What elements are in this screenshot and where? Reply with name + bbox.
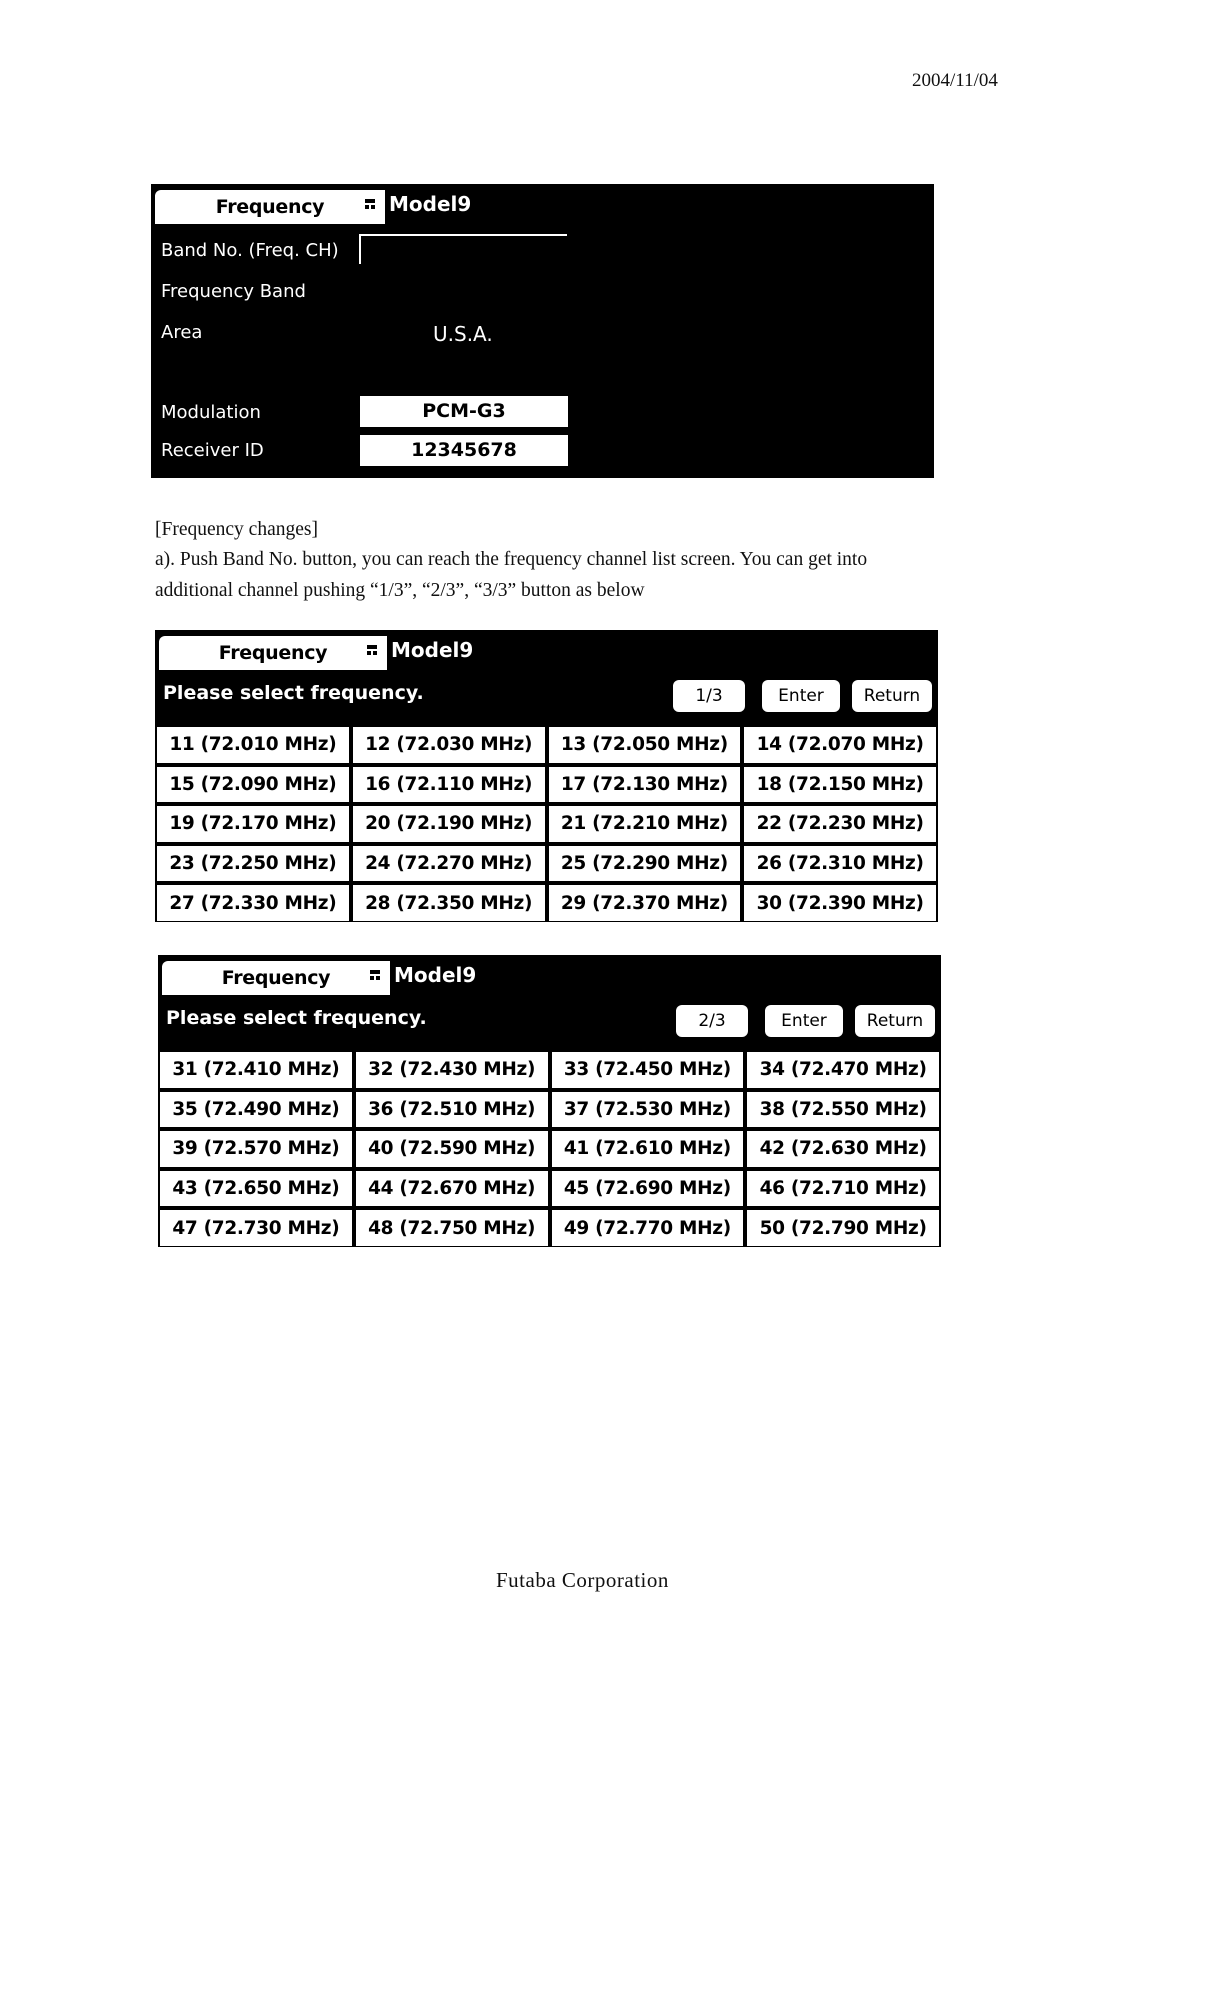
channel-button[interactable]: 20 (72.190 MHz) [353, 806, 545, 842]
channel-button[interactable]: 23 (72.250 MHz) [157, 846, 349, 882]
tab-frequency[interactable]: Frequency [155, 190, 385, 224]
channel-button[interactable]: 27 (72.330 MHz) [157, 885, 349, 921]
channel-button[interactable]: 46 (72.710 MHz) [747, 1171, 939, 1207]
model-indicator [359, 192, 471, 216]
channel-button[interactable]: 11 (72.010 MHz) [157, 727, 349, 763]
instruction-line-2: additional channel pushing “1/3”, “2/3”, “3/3” button as below [155, 580, 645, 601]
channel-button[interactable]: 36 (72.510 MHz) [356, 1092, 548, 1128]
channel-button[interactable]: 42 (72.630 MHz) [747, 1131, 939, 1167]
channel-button[interactable]: 45 (72.690 MHz) [552, 1171, 744, 1207]
frequency-settings-screen [151, 184, 934, 478]
channel-button[interactable]: 49 (72.770 MHz) [552, 1210, 744, 1246]
band-no-button[interactable] [359, 234, 567, 264]
channel-button[interactable]: 24 (72.270 MHz) [353, 846, 545, 882]
model-icon [361, 639, 383, 661]
frequency-band-label: Frequency Band [161, 281, 306, 302]
section-heading: [Frequency changes] [155, 519, 318, 540]
channel-button[interactable]: 22 (72.230 MHz) [744, 806, 936, 842]
select-prompt: Please select frequency. [166, 1007, 427, 1029]
band-no-label: Band No. (Freq. CH) [161, 240, 339, 261]
area-value: U.S.A. [433, 322, 493, 346]
channel-button[interactable]: 35 (72.490 MHz) [160, 1092, 352, 1128]
model-indicator [361, 638, 473, 662]
return-button[interactable]: Return [855, 1005, 935, 1037]
channel-grid [160, 1052, 939, 1246]
document-date: 2004/11/04 [912, 70, 998, 91]
page-button[interactable]: 2/3 [676, 1005, 748, 1037]
model-icon [359, 193, 381, 215]
model-name: Model9 [389, 192, 472, 216]
channel-button[interactable]: 50 (72.790 MHz) [747, 1210, 939, 1246]
channel-button[interactable]: 34 (72.470 MHz) [747, 1052, 939, 1088]
enter-button[interactable]: Enter [765, 1005, 843, 1037]
receiver-id-button[interactable]: 12345678 [360, 435, 568, 466]
tab-frequency[interactable]: Frequency [162, 961, 390, 995]
select-prompt: Please select frequency. [163, 682, 424, 704]
channel-button[interactable]: 26 (72.310 MHz) [744, 846, 936, 882]
channel-button[interactable]: 37 (72.530 MHz) [552, 1092, 744, 1128]
channel-button[interactable]: 39 (72.570 MHz) [160, 1131, 352, 1167]
frequency-select-screen-page-1 [155, 630, 938, 922]
channel-button[interactable]: 29 (72.370 MHz) [549, 885, 741, 921]
channel-button[interactable]: 21 (72.210 MHz) [549, 806, 741, 842]
channel-button[interactable]: 43 (72.650 MHz) [160, 1171, 352, 1207]
channel-button[interactable]: 33 (72.450 MHz) [552, 1052, 744, 1088]
channel-button[interactable]: 18 (72.150 MHz) [744, 767, 936, 803]
enter-button[interactable]: Enter [762, 680, 840, 712]
channel-button[interactable]: 38 (72.550 MHz) [747, 1092, 939, 1128]
modulation-label: Modulation [161, 402, 261, 423]
channel-button[interactable]: 15 (72.090 MHz) [157, 767, 349, 803]
channel-button[interactable]: 16 (72.110 MHz) [353, 767, 545, 803]
channel-grid [157, 727, 936, 921]
model-name: Model9 [394, 963, 477, 987]
tab-frequency[interactable]: Frequency [159, 636, 387, 670]
model-indicator [364, 963, 476, 987]
channel-button[interactable]: 19 (72.170 MHz) [157, 806, 349, 842]
channel-button[interactable]: 28 (72.350 MHz) [353, 885, 545, 921]
channel-button[interactable]: 31 (72.410 MHz) [160, 1052, 352, 1088]
channel-button[interactable]: 40 (72.590 MHz) [356, 1131, 548, 1167]
model-icon [364, 964, 386, 986]
page-button[interactable]: 1/3 [673, 680, 745, 712]
area-label: Area [161, 322, 203, 343]
channel-button[interactable]: 41 (72.610 MHz) [552, 1131, 744, 1167]
channel-button[interactable]: 14 (72.070 MHz) [744, 727, 936, 763]
channel-button[interactable]: 25 (72.290 MHz) [549, 846, 741, 882]
channel-button[interactable]: 32 (72.430 MHz) [356, 1052, 548, 1088]
modulation-button[interactable]: PCM-G3 [360, 396, 568, 427]
channel-button[interactable]: 47 (72.730 MHz) [160, 1210, 352, 1246]
return-button[interactable]: Return [852, 680, 932, 712]
footer-company: Futaba Corporation [496, 1568, 669, 1592]
instruction-line-1: a). Push Band No. button, you can reach the frequency channel list screen. You can get into [155, 549, 868, 570]
channel-button[interactable]: 44 (72.670 MHz) [356, 1171, 548, 1207]
channel-button[interactable]: 30 (72.390 MHz) [744, 885, 936, 921]
channel-button[interactable]: 48 (72.750 MHz) [356, 1210, 548, 1246]
channel-button[interactable]: 13 (72.050 MHz) [549, 727, 741, 763]
channel-button[interactable]: 12 (72.030 MHz) [353, 727, 545, 763]
model-name: Model9 [391, 638, 474, 662]
frequency-select-screen-page-2 [158, 955, 941, 1247]
channel-button[interactable]: 17 (72.130 MHz) [549, 767, 741, 803]
receiver-id-label: Receiver ID [161, 440, 264, 461]
